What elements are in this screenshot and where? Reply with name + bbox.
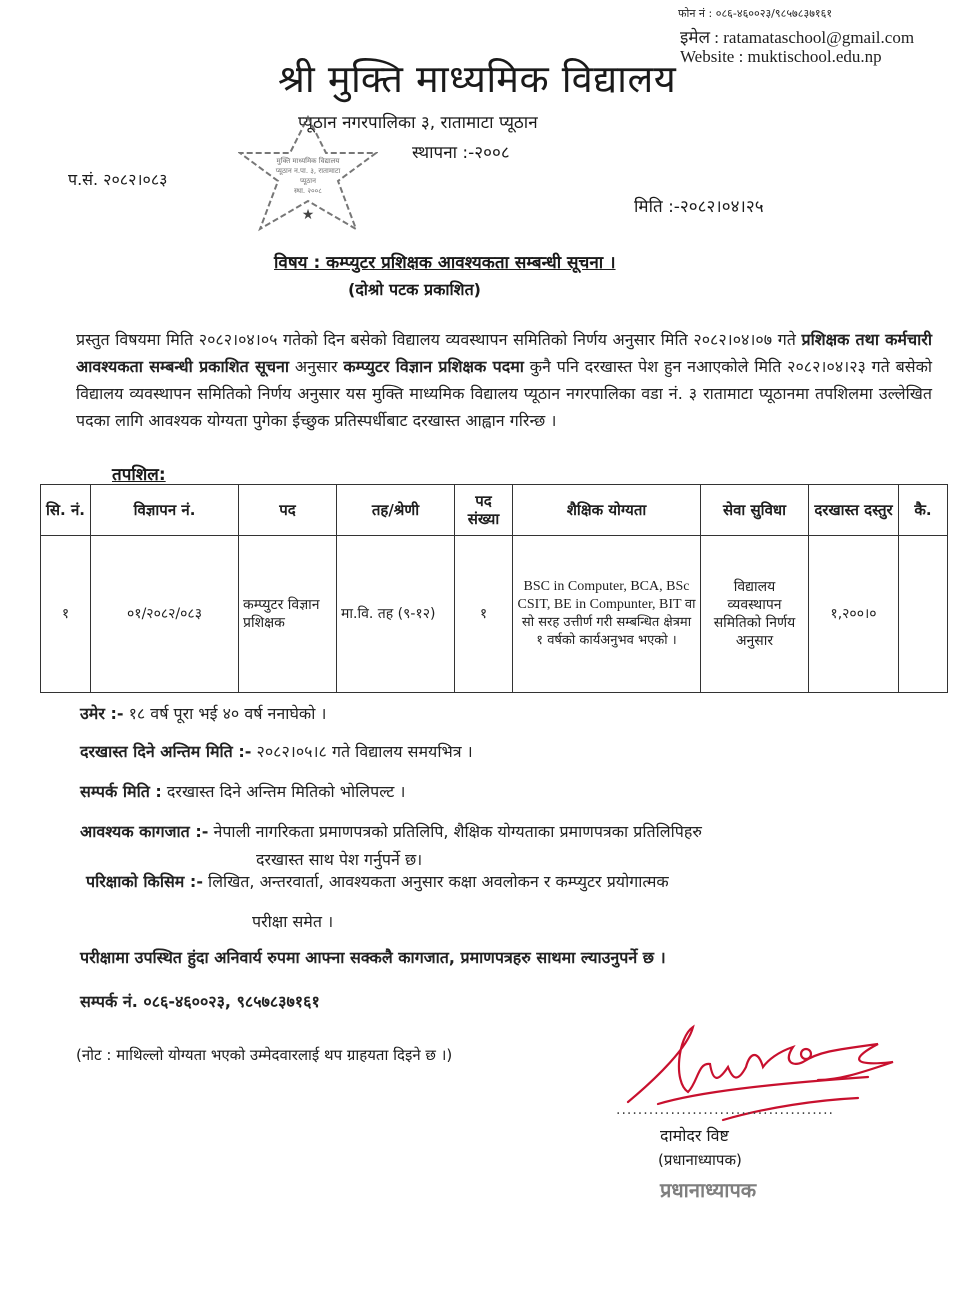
subject-subtitle: (दोश्रो पटक प्रकाशित): [348, 280, 481, 299]
footnote: (नोट : माथिल्लो योग्यता भएको उम्मेदवारलाई थप ग्राहयता दिइने छ ।): [76, 1046, 453, 1064]
body-text: अनुसार: [289, 357, 344, 376]
age-value: १८ वर्ष पूरा भई ४० वर्ष ननाघेको ।: [123, 704, 327, 723]
exam-type-continued: परीक्षा समेत ।: [252, 912, 334, 931]
stamp-line: स्था. २००८: [294, 187, 322, 195]
exam-value: लिखित, अन्तरवार्ता, आवश्यकता अनुसार कक्षा अवलोकन र कम्प्युटर प्रयोगात्मक: [202, 872, 669, 891]
exam-instruction: परीक्षामा उपस्थित हुंदा अनिवार्य रुपमा आफ्ना सक्कलै कागजात, प्रमाणपत्रहरु साथमा ल्याउनुपर्ने छ ।: [80, 948, 666, 967]
notice-date: मिति :-२०८२।०४।२५: [634, 197, 764, 217]
deadline-value: २०८२।०५।८ गते विद्यालय समयभित्र ।: [251, 742, 473, 761]
letterhead-website: Website : muktischool.edu.np: [680, 47, 882, 66]
deadline-label: दरखास्त दिने अन्तिम मिति :-: [80, 742, 252, 761]
table-header-row: [41, 485, 948, 536]
stamp-line: प्यूठान न.पा. ३, रातामाटा: [275, 167, 341, 175]
cell-facility: विद्यालय व्यवस्थापन समितिको निर्णय अनुसार: [701, 536, 809, 693]
contact-number: सम्पर्क नं. ०८६-४६००२३, ९८५७८३७१६१: [80, 992, 320, 1011]
contact-date-value: दरखास्त दिने अन्तिम मितिको भोलिपल्ट ।: [161, 782, 406, 801]
contact-date-label: सम्पर्क मिति :: [80, 782, 162, 801]
body-bold-text: कम्प्युटर विज्ञान प्रशिक्षक पदमा: [343, 357, 524, 376]
qualification-note: वा सो सरह उत्तीर्ण गरी सम्बन्धित क्षेत्रमा १ वर्षको कार्यअनुभव भएको ।: [521, 597, 696, 648]
cell-fee: १,२००।०: [809, 536, 899, 693]
column-header: सेवा सुविधा: [701, 485, 809, 536]
cell-ad-number: ०१/२०८२/०८३: [91, 536, 239, 693]
column-header: पद: [239, 485, 337, 536]
stamp-line: प्यूठान: [300, 177, 316, 185]
established-year: स्थापना :-२००८: [412, 143, 510, 163]
cell-post-count: १: [455, 536, 513, 693]
stamp-line: मुक्ति माध्यमिक विद्यालय: [276, 157, 340, 165]
qualification-degrees: BSC in Computer, BCA, BSc CSIT, BE in Compunter, BIT: [517, 579, 690, 612]
school-name: श्री मुक्ति माध्यमिक विद्यालय: [278, 57, 677, 101]
column-header: दरखास्त दस्तुर: [809, 485, 899, 536]
age-label: उमेर :-: [80, 704, 124, 723]
exam-type: [86, 870, 669, 892]
subject-heading: विषय : कम्प्युटर प्रशिक्षक आवश्यकता सम्बन्धी सूचना ।: [274, 253, 616, 273]
column-header: शैक्षिक योग्यता: [513, 485, 701, 536]
reference-number: प.सं. २०८२।०८३: [68, 170, 168, 189]
cell-serial: १: [41, 536, 91, 693]
body-text: प्रस्तुत विषयमा मिति २०८२।०४।०५ गतेको दिन बसेको विद्यालय व्यवस्थापन समितिको निर्णय अनुसार मिति २०८२।०४।०७ गते: [76, 330, 802, 349]
column-header: पद संख्या: [455, 485, 513, 536]
official-seal: प्रधानाध्यापक: [660, 1178, 757, 1202]
school-stamp-icon: [238, 115, 378, 233]
body-bold-text: प्रशिक्षक तथा कर्मचारी आवश्यकता सम्बन्धी प्रकाशित सूचना: [76, 330, 932, 376]
required-documents: [80, 820, 702, 842]
cell-post: कम्प्युटर विज्ञान प्रशिक्षक: [239, 536, 337, 693]
documents-value: नेपाली नागरिकता प्रमाणपत्रको प्रतिलिपि, शैक्षिक योग्यताका प्रमाणपत्रका प्रतिलिपिहरु: [208, 822, 702, 841]
contact-date: [80, 780, 405, 802]
exam-label: परिक्षाको किसिम :-: [86, 872, 203, 891]
age-requirement: [80, 702, 327, 724]
column-header: कै.: [899, 485, 948, 536]
table-title: तपशिल:: [112, 465, 166, 485]
stamp-star-glyph: ★: [301, 207, 315, 223]
cell-remarks: [899, 536, 948, 693]
column-header: विज्ञापन नं.: [91, 485, 239, 536]
letterhead-email: इमेल : ratamataschool@gmail.com: [680, 28, 915, 47]
column-header: सि. नं.: [41, 485, 91, 536]
table-row: [41, 536, 948, 693]
required-documents-continued: दरखास्त साथ पेश गर्नुपर्ने छ।: [256, 850, 423, 869]
notice-body: [76, 326, 932, 434]
body-text: कुनै पनि दरखास्त पेश हुन नआएकोले मिति २०८२।०४।२३ गते बसेको विद्यालय व्यवस्थापन समितिको निर्णय अनुसार यस मुक्ति माध्यमिक विद्यालय प्यूठान नगरपालिका वडा नं. ३ रातामाटा प्यूठानमा तपशिलमा उल्लेखित पदका लागि आवश्यक योग्यता पुगेका ईच्छुक प्रतिस्पर्धीबाट दरखास्त आह्वान गरिन्छ ।: [76, 357, 933, 430]
cell-level: मा.वि. तह (९-१२): [337, 536, 455, 693]
signature-line: ........................................: [616, 1102, 835, 1118]
application-deadline: [80, 740, 473, 762]
vacancy-table: [40, 484, 948, 693]
signer-name: दामोदर विष्ट: [660, 1126, 729, 1145]
signer-title: (प्रधानाध्यापक): [658, 1151, 742, 1169]
documents-label: आवश्यक कागजात :-: [80, 822, 209, 841]
column-header: तह/श्रेणी: [337, 485, 455, 536]
school-address: प्यूठान नगरपालिका ३, रातामाटा प्यूठान: [298, 113, 538, 133]
cell-qualification: [513, 536, 701, 693]
letterhead-phone: फोन नं : ०८६-४६००२३/९८५७८३७१६१: [678, 7, 833, 20]
